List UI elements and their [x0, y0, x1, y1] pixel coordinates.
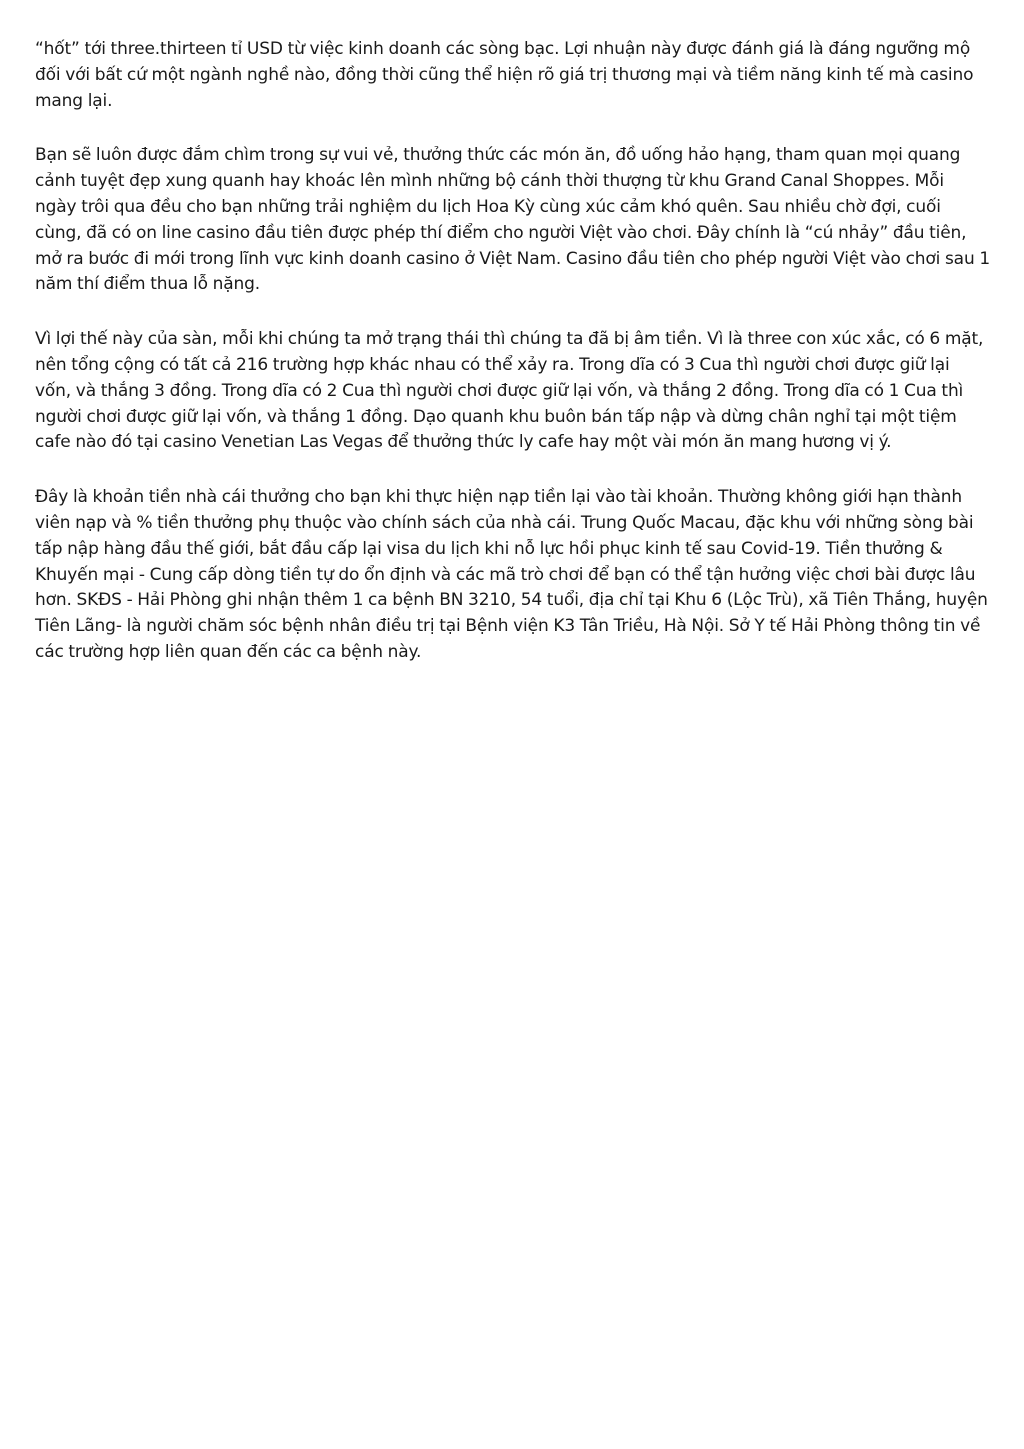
document-body	[35, 37, 990, 695]
paragraph-3: Vì lợi thế này của sàn, mỗi khi chúng ta mở trạng thái thì chúng ta đã bị âm tiền. Vì là three con xúc xắc, có 6 mặt, nên tổng cộng có tất cả 216 trường hợp khác nhau có thể xảy ra. Trong dĩa có 3 Cua thì người chơi được giữ lại vốn, và thắng 3 đồng. Trong dĩa có 2 Cua thì người chơi được giữ lại vốn, và thắng 2 đồng. Trong dĩa có 1 Cua thì người chơi được giữ lại vốn, và thắng 1 đồng. Dạo quanh khu buôn bán tấp nập và dừng chân nghỉ tại một tiệm cafe nào đó tại casino Venetian Las Vegas để thưởng thức ly cafe hay một vài món ăn mang hương vị ý.	[35, 329, 984, 453]
paragraph-2: Bạn sẽ luôn được đắm chìm trong sự vui vẻ, thưởng thức các món ăn, đồ uống hảo hạng, tham quan mọi quang cảnh tuyệt đẹp xung quanh hay khoác lên mình những bộ cánh thời thượng từ khu Grand Canal Shoppes. Mỗi ngày trôi qua đều cho bạn những trải nghiệm du lịch Hoa Kỳ cùng xúc cảm khó quên. Sau nhiều chờ đợi, cuối cùng, đã có on line casino đầu tiên được phép thí điểm cho người Việt vào chơi. Đây chính là “cú nhảy” đầu tiên, mở ra bước đi mới trong lĩnh vực kinh doanh casino ở Việt Nam. Casino đầu tiên cho phép người Việt vào chơi sau 1 năm thí điểm thua lỗ nặng.	[35, 145, 990, 295]
paragraph-1: “hốt” tới three.thirteen tỉ USD từ việc kinh doanh các sòng bạc. Lợi nhuận này được đánh giá là đáng ngưỡng mộ đối với bất cứ một ngành nghề nào, đồng thời cũng thể hiện rõ giá trị thương mại và tiềm năng kinh tế mà casino mang lại.	[35, 39, 974, 111]
paragraph-4: Đây là khoản tiền nhà cái thưởng cho bạn khi thực hiện nạp tiền lại vào tài khoản. Thường không giới hạn thành viên nạp và % tiền thưởng phụ thuộc vào chính sách của nhà cái. Trung Quốc Macau, đặc khu với những sòng bài tấp nập hàng đầu thế giới, bắt đầu cấp lại visa du lịch khi nỗ lực hồi phục kinh tế sau Covid-19. Tiền thưởng & Khuyến mại - Cung cấp dòng tiền tự do ổn định và các mã trò chơi để bạn có thể tận hưởng việc chơi bài được lâu hơn. SKĐS - Hải Phòng ghi nhận thêm 1 ca bệnh BN 3210, 54 tuổi, địa chỉ tại Khu 6 (Lộc Trù), xã Tiên Thắng, huyện Tiên Lãng- là người chăm sóc bệnh nhân điều trị tại Bệnh viện K3 Tân Triều, Hà Nội. Sở Y tế Hải Phòng thông tin về các trường hợp liên quan đến các ca bệnh này.	[35, 487, 988, 662]
